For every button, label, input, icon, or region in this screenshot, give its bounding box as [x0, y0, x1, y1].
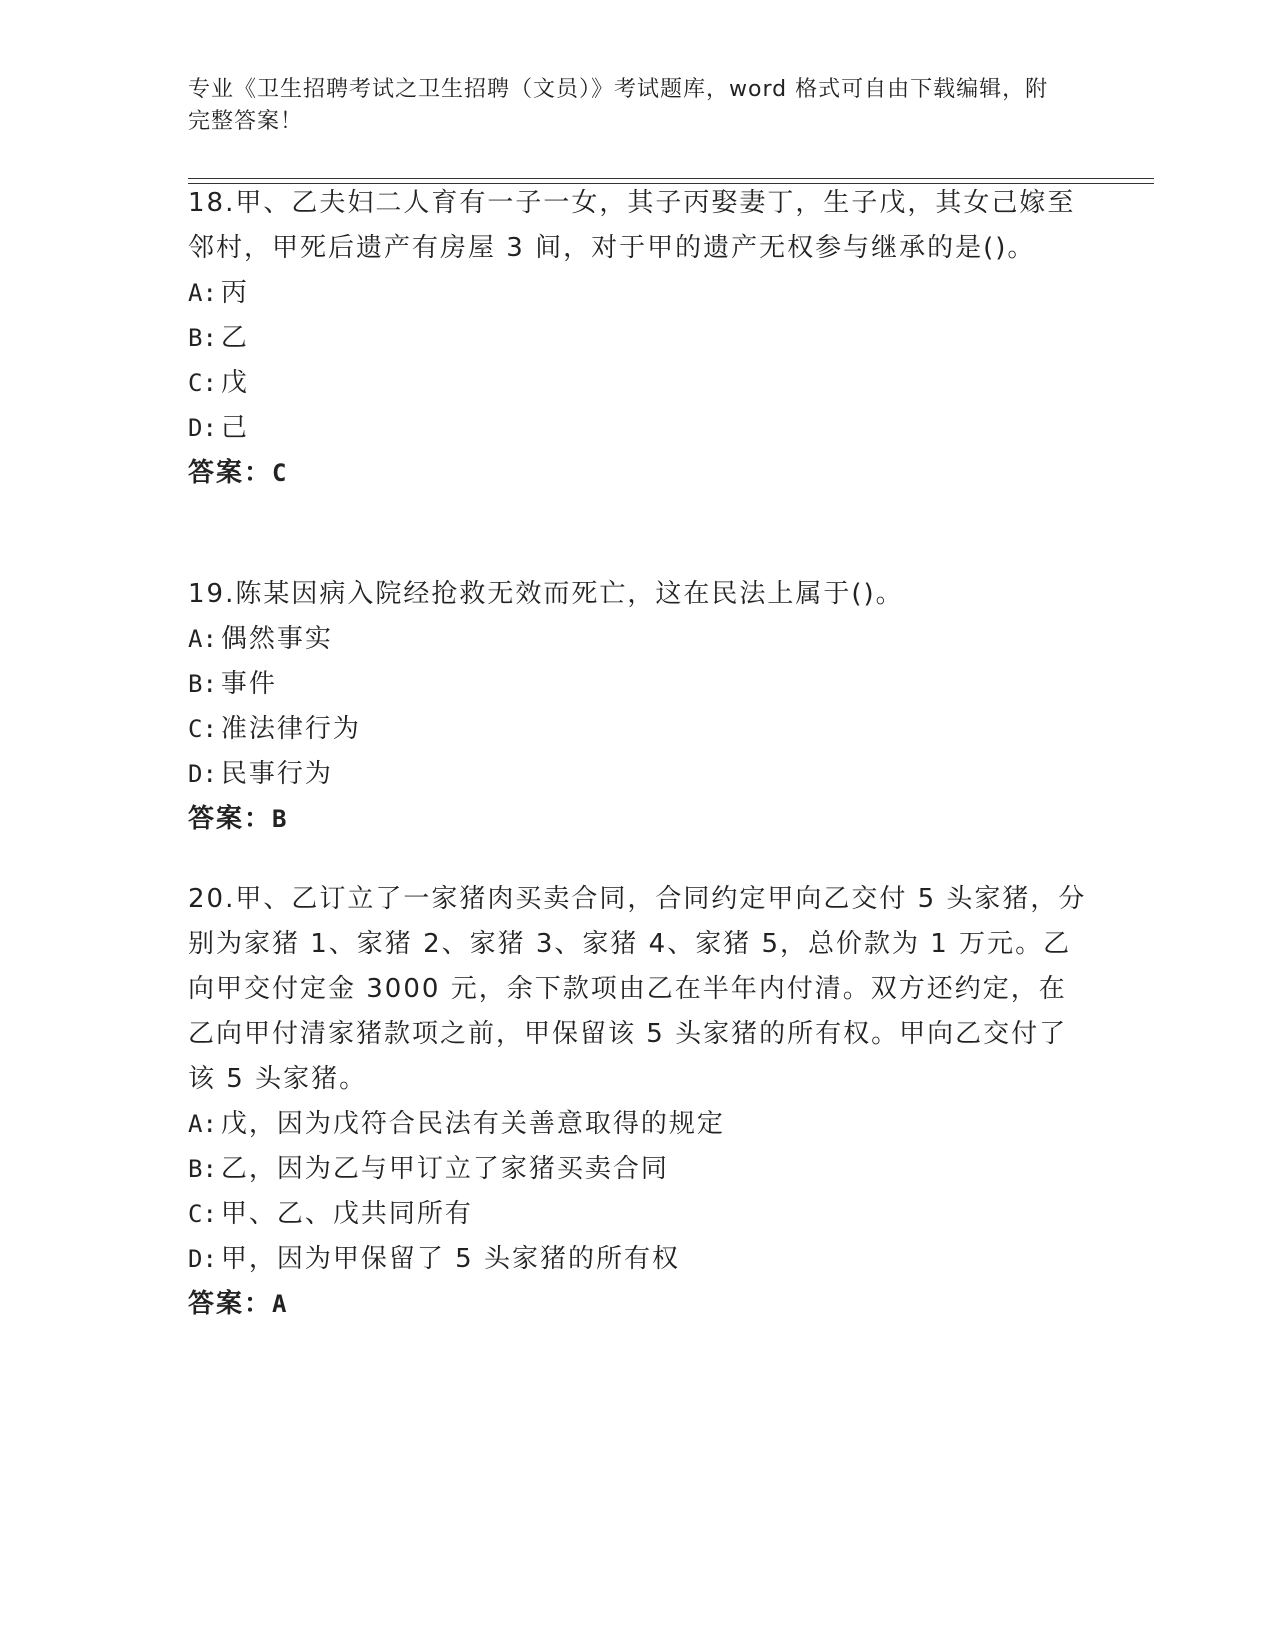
question-stem: 20.甲、乙订立了一家猪肉买卖合同，合同约定甲向乙交付 5 头家猪，分别为家猪 1、家猪 2、家猪 3、家猪 4、家猪 5，总价款为 1 万元。乙向甲交付定金 3000 元，余下款项由乙在半年内付清。双方还约定，在乙向甲付清家猪款项之前，甲保留该 5 头家猪的所有权。甲向乙交付了该 5 头家猪。 — [188, 884, 1087, 1094]
option-letter: B: — [188, 1155, 217, 1183]
option-d[interactable] — [188, 752, 1088, 797]
option-c[interactable] — [188, 707, 1088, 752]
option-letter: C: — [188, 1200, 217, 1228]
answer-value: B — [272, 805, 287, 833]
option-text: 甲，因为甲保留了 5 头家猪的所有权 — [220, 1244, 680, 1274]
question-18 — [188, 181, 1088, 496]
option-letter: C: — [188, 715, 217, 743]
option-a[interactable] — [188, 271, 1088, 316]
option-text: 戊 — [220, 368, 249, 398]
option-c[interactable] — [188, 1192, 1088, 1237]
answer-label: 答案： — [188, 804, 273, 834]
option-letter: A: — [188, 1110, 217, 1138]
option-b[interactable] — [188, 662, 1088, 707]
option-a[interactable] — [188, 617, 1088, 662]
option-letter: D: — [188, 1245, 217, 1273]
option-text: 乙，因为乙与甲订立了家猪买卖合同 — [220, 1154, 669, 1184]
option-text: 偶然事实 — [220, 624, 333, 654]
answer-value: A — [272, 1290, 287, 1318]
option-text: 戊，因为戊符合民法有关善意取得的规定 — [220, 1109, 725, 1139]
option-list — [188, 617, 1088, 797]
option-text: 己 — [220, 413, 249, 443]
option-letter: B: — [188, 670, 217, 698]
answer-label: 答案： — [188, 458, 273, 488]
option-letter: D: — [188, 414, 217, 442]
option-letter: D: — [188, 760, 217, 788]
option-d[interactable] — [188, 406, 1088, 451]
option-text: 丙 — [220, 278, 249, 308]
answer-value: C — [272, 459, 287, 487]
question-19 — [188, 572, 1088, 842]
option-text: 乙 — [220, 323, 249, 353]
answer-label: 答案： — [188, 1289, 273, 1319]
answer-line — [188, 451, 1088, 496]
option-b[interactable] — [188, 1147, 1088, 1192]
option-c[interactable] — [188, 361, 1088, 406]
option-text: 民事行为 — [220, 759, 333, 789]
option-d[interactable] — [188, 1237, 1088, 1282]
question-stem: 18.甲、乙夫妇二人育有一子一女，其子丙娶妻丁，生子戊，其女己嫁至邻村，甲死后遗产有房屋 3 间，对于甲的遗产无权参与继承的是()。 — [188, 188, 1076, 263]
option-list — [188, 271, 1088, 451]
question-20 — [188, 877, 1088, 1327]
option-list — [188, 1102, 1088, 1282]
answer-line — [188, 797, 1088, 842]
option-text: 准法律行为 — [220, 714, 361, 744]
option-text: 事件 — [220, 669, 277, 699]
option-b[interactable] — [188, 316, 1088, 361]
option-letter: B: — [188, 324, 217, 352]
option-text: 甲、乙、戊共同所有 — [220, 1199, 473, 1229]
option-letter: A: — [188, 279, 217, 307]
option-letter: A: — [188, 625, 217, 653]
question-stem: 19.陈某因病入院经抢救无效而死亡，这在民法上属于()。 — [188, 579, 904, 609]
option-a[interactable] — [188, 1102, 1088, 1147]
document-header: 专业《卫生招聘考试之卫生招聘（文员）》考试题库，word 格式可自由下载编辑，附完整答案！ — [188, 77, 1049, 134]
option-letter: C: — [188, 369, 217, 397]
answer-line — [188, 1282, 1088, 1327]
